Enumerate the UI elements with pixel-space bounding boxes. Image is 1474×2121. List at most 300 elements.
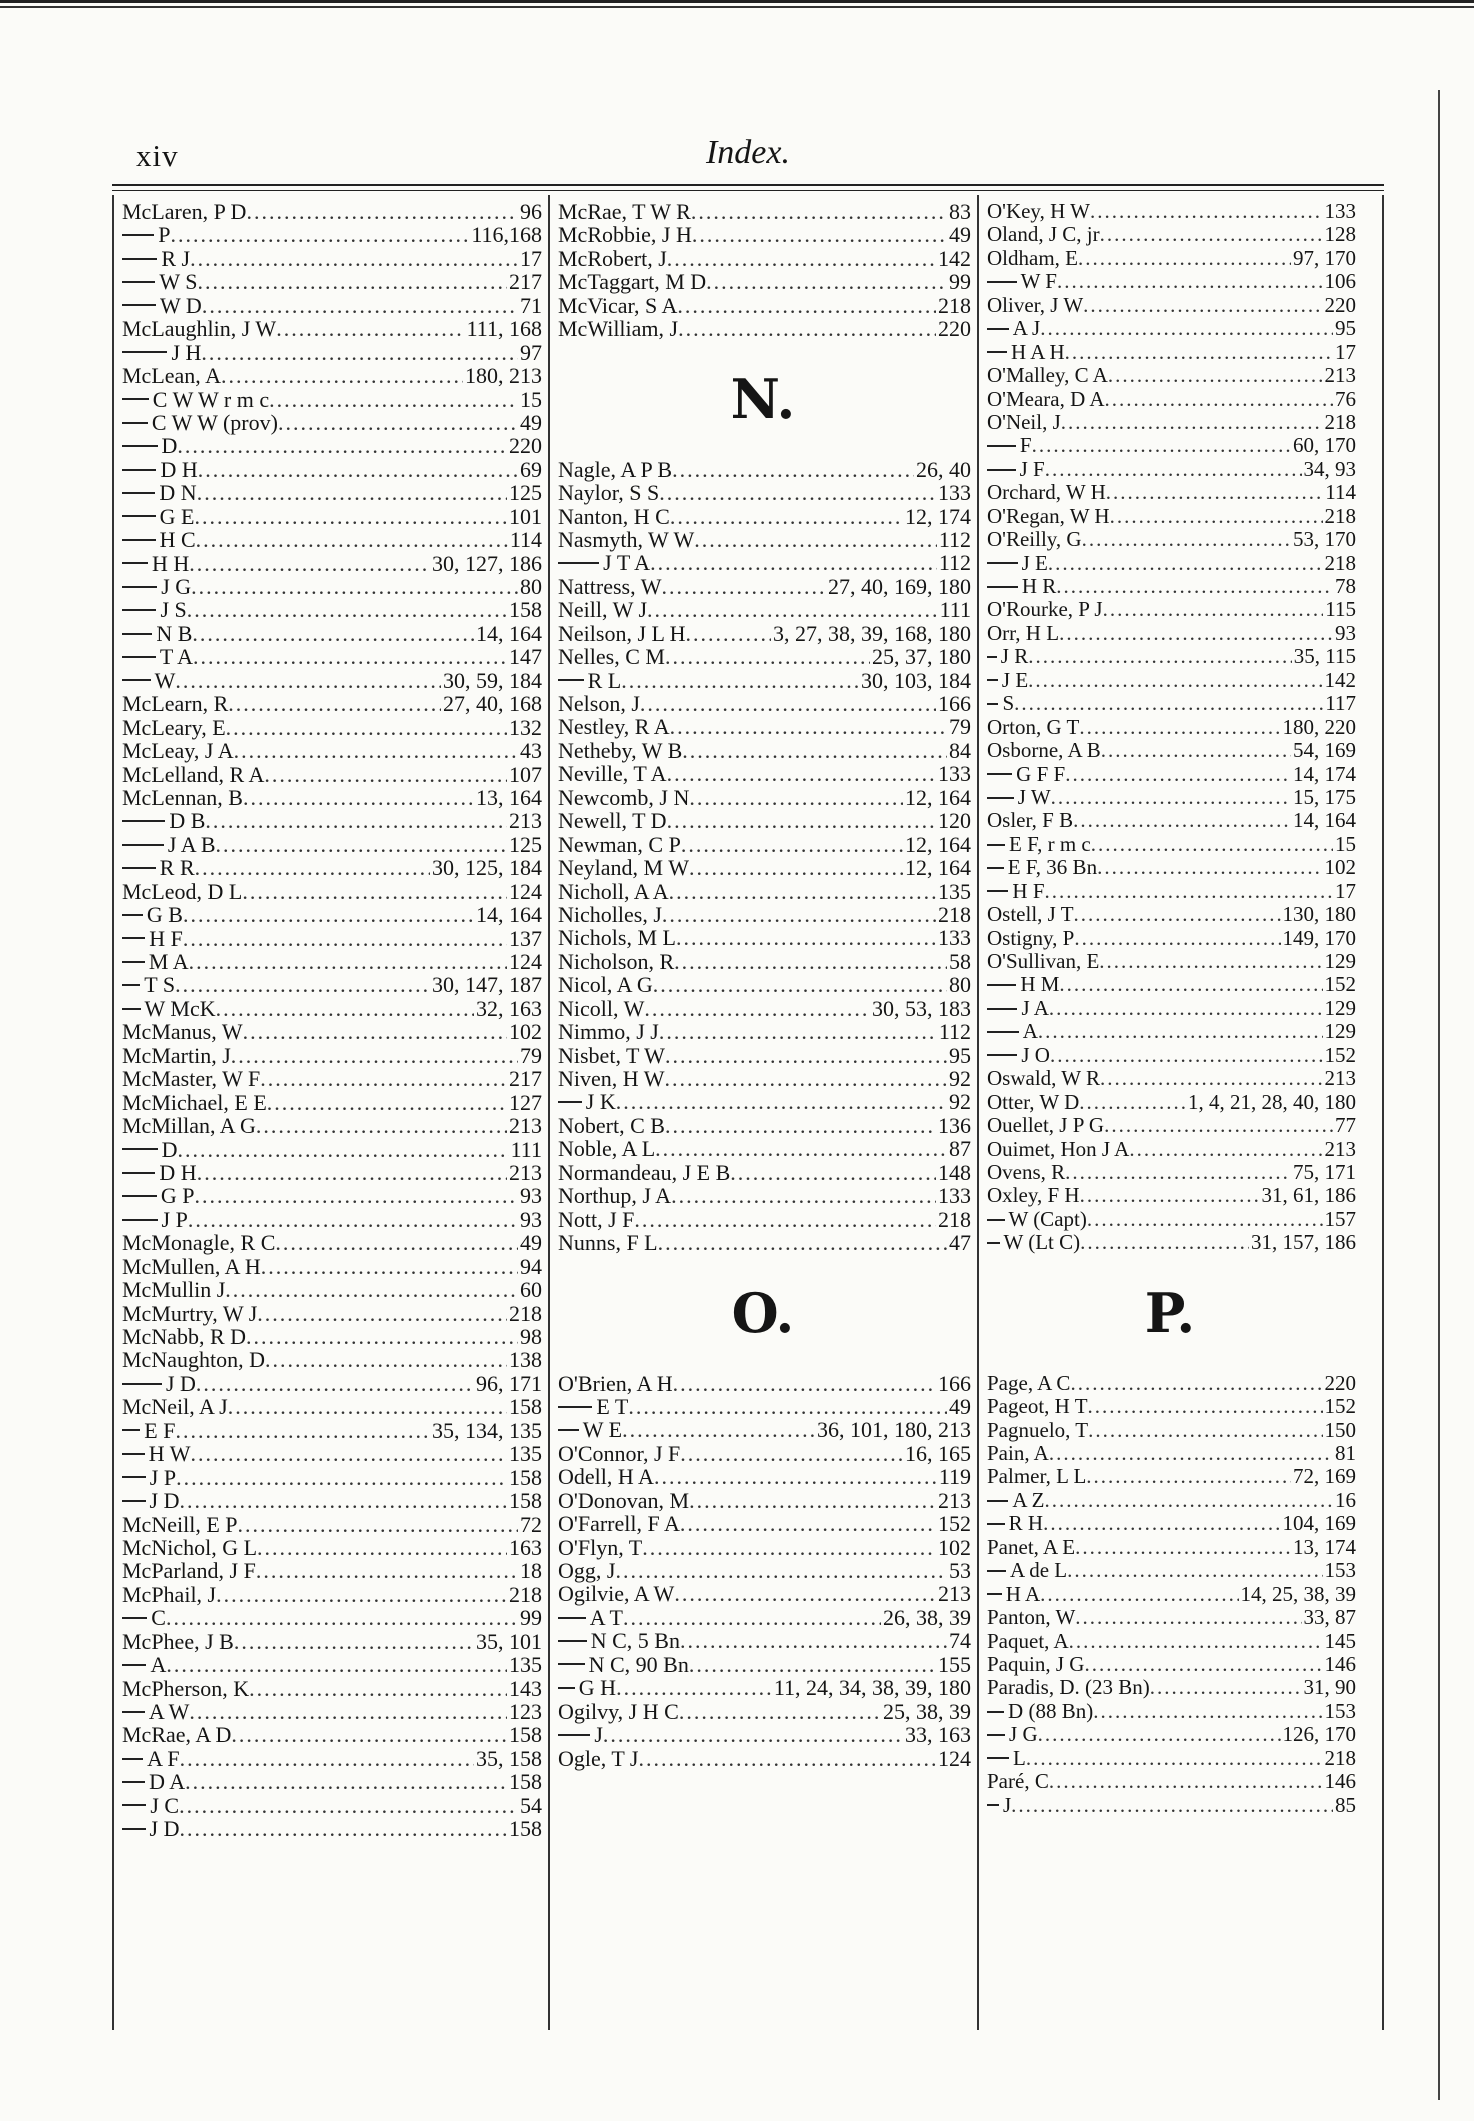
- index-entry: [122, 1231, 542, 1254]
- entry-pages: 26, 40: [916, 456, 971, 482]
- entry-pages: 218: [1324, 503, 1356, 528]
- leader-dots: [1088, 1419, 1322, 1442]
- ditto-dash: [987, 679, 998, 681]
- entry-pages: 12, 164: [905, 855, 971, 881]
- ditto-dash: [122, 351, 167, 353]
- entry-name: J R: [1000, 644, 1029, 669]
- leader-dots: [1079, 1091, 1186, 1114]
- leader-dots: [1100, 1067, 1323, 1090]
- index-entry: [122, 1583, 542, 1606]
- index-entry: [122, 1723, 542, 1746]
- ditto-dash: [987, 773, 1012, 775]
- leader-dots: [197, 481, 507, 504]
- page-title: Index.: [705, 134, 790, 171]
- entry-name: O'Meara, D A: [987, 386, 1105, 411]
- entry-name: E T: [596, 1393, 629, 1419]
- entry-name: J G: [161, 574, 192, 599]
- index-entry: [984, 458, 1356, 481]
- entry-name: McNichol, G L: [122, 1534, 258, 1560]
- entry-name: D (88 Bn): [1008, 1698, 1094, 1723]
- entry-name: O'Regan, W H: [987, 503, 1110, 528]
- entry-name: E F, 36 Bn: [1007, 855, 1098, 880]
- ditto-dash: [122, 984, 140, 986]
- index-entry: [555, 528, 971, 551]
- entry-pages: 126, 170: [1282, 1722, 1356, 1747]
- index-entry: [122, 1442, 542, 1465]
- entry-name: J S: [160, 597, 187, 623]
- entry-pages: 220: [1324, 1370, 1356, 1395]
- index-entry: [122, 411, 542, 434]
- entry-pages: 30, 103, 184: [861, 667, 971, 693]
- index-entry: [984, 692, 1356, 715]
- leader-dots: [1104, 1114, 1333, 1137]
- leader-dots: [1065, 763, 1291, 786]
- index-entry: [984, 364, 1356, 387]
- entry-name: H A H: [1010, 339, 1065, 364]
- index-entry: [555, 1020, 971, 1043]
- index-entry: [122, 317, 542, 340]
- entry-name: McMaster, W F: [122, 1066, 261, 1092]
- entry-name: G P: [160, 1183, 195, 1209]
- entry-pages: 213: [1324, 1066, 1356, 1091]
- leader-dots: [183, 927, 507, 950]
- ditto-dash: [122, 234, 154, 236]
- entry-pages: 18: [520, 1558, 542, 1584]
- entry-pages: 152: [1324, 1042, 1356, 1067]
- ditto-dash: [122, 1804, 146, 1806]
- entry-pages: 129: [1324, 1019, 1356, 1044]
- ditto-dash: [122, 398, 149, 400]
- entry-pages: 148: [938, 1159, 971, 1185]
- entry-name: O'Key, H W: [987, 199, 1090, 223]
- leader-dots: [1014, 692, 1323, 715]
- index-entry: [555, 809, 971, 832]
- entry-name: O'Brien, A H: [558, 1370, 673, 1396]
- leader-dots: [234, 739, 518, 762]
- index-entry: [555, 200, 971, 223]
- index-entry: [122, 997, 542, 1020]
- leader-dots: [226, 716, 507, 739]
- entry-name: A de L: [1009, 1558, 1068, 1583]
- leader-dots: [1086, 1465, 1291, 1488]
- entry-pages: 16: [1335, 1487, 1356, 1512]
- leader-dots: [622, 1418, 815, 1441]
- leader-dots: [1028, 645, 1292, 668]
- entry-pages: 135: [509, 1441, 542, 1467]
- index-entry: [122, 598, 542, 621]
- leader-dots: [216, 833, 507, 856]
- ditto-dash: [987, 281, 1017, 283]
- entry-name: McMonagle, R C: [122, 1230, 276, 1256]
- leader-dots: [616, 1090, 947, 1113]
- entry-name: McNaughton, D: [122, 1347, 265, 1373]
- ditto-dash: [558, 1663, 585, 1665]
- entry-name: W (Lt C): [1003, 1230, 1081, 1255]
- entry-name: A Z: [1012, 1487, 1045, 1512]
- page-header: [112, 128, 1384, 184]
- entry-name: Noble, A L: [558, 1136, 656, 1162]
- leader-dots: [276, 317, 464, 340]
- leader-dots: [260, 1067, 507, 1090]
- leader-dots: [278, 411, 518, 434]
- leader-dots: [234, 1630, 474, 1653]
- entry-pages: 17: [1335, 339, 1356, 364]
- index-entry: [122, 1114, 542, 1137]
- ditto-dash: [558, 1429, 579, 1431]
- ditto-dash: [122, 1383, 162, 1385]
- index-entry: [122, 1067, 542, 1090]
- leader-dots: [197, 270, 507, 293]
- entry-pages: 33, 163: [904, 1722, 971, 1748]
- ditto-dash: [122, 562, 148, 564]
- entry-name: Nichols, M L: [558, 925, 676, 951]
- entry-name: G E: [159, 503, 195, 529]
- entry-name: T A: [159, 644, 194, 670]
- leader-dots: [269, 388, 518, 411]
- index-entry: [555, 762, 971, 785]
- index-entry: [555, 669, 971, 692]
- entry-pages: 158: [509, 597, 542, 623]
- leader-dots: [257, 1536, 507, 1559]
- entry-name: McParland, J F: [122, 1558, 256, 1584]
- entry-pages: 30, 127, 186: [432, 550, 542, 576]
- leader-dots: [1049, 1770, 1323, 1793]
- entry-name: P: [158, 222, 171, 248]
- index-entry: [122, 716, 542, 739]
- index-entry: [984, 1442, 1356, 1465]
- index-entry: [555, 481, 971, 504]
- leader-dots: [228, 1395, 507, 1418]
- entry-pages: 180, 213: [465, 363, 542, 389]
- leader-dots: [178, 1138, 509, 1161]
- index-entry: [122, 1677, 542, 1700]
- index-entry: [555, 1184, 971, 1207]
- entry-name: J E: [1001, 667, 1029, 692]
- entry-pages: 25, 37, 180: [872, 644, 971, 670]
- index-entry: [984, 1559, 1356, 1582]
- entry-name: Nobert, C B: [558, 1112, 665, 1138]
- index-entry: [984, 575, 1356, 598]
- entry-name: McNeil, A J: [122, 1394, 228, 1420]
- index-entry: [122, 1559, 542, 1582]
- leader-dots: [177, 434, 507, 457]
- entry-name: Oliver, J W: [987, 292, 1084, 317]
- entry-pages: 84: [949, 737, 971, 763]
- entry-name: Palmer, L L: [987, 1464, 1087, 1489]
- index-entry: [122, 973, 542, 996]
- entry-pages: 43: [520, 738, 542, 764]
- entry-pages: 135: [509, 1652, 542, 1678]
- index-entry: [122, 833, 542, 856]
- index-entry: [122, 505, 542, 528]
- entry-name: Panton, W: [987, 1605, 1076, 1630]
- leader-dots: [1075, 1606, 1301, 1629]
- index-entry: [122, 1770, 542, 1793]
- entry-pages: 142: [938, 245, 971, 271]
- entry-name: McMichael, E E: [122, 1089, 267, 1115]
- entry-pages: 49: [520, 1230, 542, 1256]
- index-entry: [122, 692, 542, 715]
- entry-name: Orchard, W H: [987, 480, 1106, 505]
- entry-name: O'Neil, J: [987, 409, 1061, 434]
- leader-dots: [243, 1020, 507, 1043]
- ditto-dash: [558, 679, 584, 681]
- entry-pages: 53, 170: [1293, 527, 1356, 552]
- index-entry: [555, 786, 971, 809]
- entry-pages: 112: [938, 550, 971, 576]
- entry-name: Ogle, T J: [558, 1745, 639, 1771]
- leader-dots: [694, 528, 937, 551]
- index-entry: [984, 505, 1356, 528]
- leader-dots: [1106, 481, 1323, 504]
- leader-dots: [615, 1559, 947, 1582]
- entry-name: J F: [1019, 456, 1045, 481]
- index-entry: [555, 1114, 971, 1137]
- entry-name: Nunns, F L: [558, 1230, 658, 1256]
- section-letter: N.: [730, 366, 796, 431]
- index-entry: [984, 317, 1356, 340]
- entry-name: Newman, C P: [558, 831, 681, 857]
- leader-dots: [680, 1442, 903, 1465]
- entry-name: Ovens, R: [987, 1159, 1066, 1184]
- leader-dots: [653, 973, 947, 996]
- entry-pages: 124: [509, 949, 542, 974]
- leader-dots: [665, 1044, 947, 1067]
- ditto-dash: [122, 1500, 146, 1502]
- leader-dots: [1084, 1653, 1322, 1676]
- entry-name: McRobert, J: [558, 245, 667, 271]
- entry-pages: 15, 175: [1293, 784, 1356, 809]
- entry-name: McPhee, J B: [122, 1628, 234, 1654]
- entry-name: H M: [1020, 972, 1060, 997]
- ditto-dash: [122, 469, 156, 471]
- leader-dots: [189, 552, 430, 575]
- entry-name: H A: [1005, 1581, 1041, 1606]
- entry-name: C: [151, 1605, 166, 1631]
- index-entry: [984, 528, 1356, 551]
- entry-pages: 102: [1324, 855, 1356, 880]
- index-entry: [984, 200, 1356, 223]
- leader-dots: [689, 1653, 936, 1676]
- index-entry: [984, 598, 1356, 621]
- entry-pages: 117: [1325, 691, 1356, 716]
- index-entry: [555, 1747, 971, 1770]
- ditto-dash: [987, 351, 1007, 353]
- leader-dots: [249, 1677, 507, 1700]
- entry-pages: 96, 171: [476, 1370, 542, 1396]
- leader-dots: [1083, 294, 1322, 317]
- index-entry: [555, 833, 971, 856]
- entry-name: G B: [146, 902, 183, 928]
- leader-dots: [190, 1442, 507, 1465]
- index-entry: [555, 1489, 971, 1512]
- entry-pages: 13, 164: [476, 784, 542, 810]
- entry-pages: 112: [938, 526, 971, 552]
- entry-name: J D: [149, 1816, 180, 1842]
- index-entry: [555, 1582, 971, 1605]
- ditto-dash: [987, 328, 1009, 330]
- index-entry: [555, 1067, 971, 1090]
- ditto-dash: [558, 562, 599, 564]
- entry-name: N C, 5 Bn: [590, 1628, 680, 1654]
- entry-pages: 30, 59, 184: [443, 667, 542, 693]
- index-entry: [555, 1653, 971, 1676]
- leader-dots: [706, 270, 947, 293]
- index-entry: [555, 551, 971, 574]
- index-entry: [555, 950, 971, 973]
- leader-dots: [621, 669, 859, 692]
- entry-pages: 116,168: [471, 222, 542, 248]
- entry-name: Page, A C: [987, 1370, 1071, 1395]
- entry-pages: 218: [1324, 550, 1356, 575]
- leader-dots: [644, 997, 870, 1020]
- entry-pages: 112: [938, 1019, 971, 1045]
- entry-name: J A B: [167, 831, 216, 857]
- entry-pages: 80: [520, 574, 542, 599]
- page-edge: [1438, 90, 1440, 2100]
- leader-dots: [1045, 458, 1302, 481]
- leader-dots: [1045, 880, 1333, 903]
- entry-pages: 16, 165: [905, 1440, 971, 1466]
- entry-name: Oxley, F H: [987, 1183, 1080, 1208]
- leader-dots: [1082, 528, 1291, 551]
- entry-name: Nelson, J: [558, 691, 640, 716]
- entry-name: Nimmo, J J: [558, 1019, 659, 1045]
- ditto-dash: [987, 1500, 1008, 1502]
- entry-name: A T: [589, 1604, 623, 1630]
- entry-pages: 54: [520, 1792, 542, 1818]
- index-entry: [555, 739, 971, 762]
- leader-dots: [193, 645, 507, 668]
- index-entry: [984, 247, 1356, 270]
- index-entry: [122, 1817, 542, 1840]
- leader-dots: [188, 1208, 518, 1231]
- index-entry: [984, 1465, 1356, 1488]
- entry-name: Otter, W D: [987, 1089, 1080, 1114]
- leader-dots: [256, 1114, 507, 1137]
- entry-pages: 111, 168: [466, 316, 542, 342]
- entry-name: R R: [159, 855, 195, 881]
- ditto-dash: [122, 281, 155, 283]
- header-rule-thin: [112, 190, 1384, 191]
- leader-dots: [196, 528, 508, 551]
- leader-dots: [1045, 1489, 1333, 1512]
- entry-name: McLelland, R A: [122, 761, 265, 787]
- entry-name: Nattress, W: [558, 573, 662, 599]
- entry-pages: 145: [1324, 1628, 1356, 1653]
- leader-dots: [1099, 950, 1322, 973]
- leader-dots: [1105, 388, 1334, 411]
- leader-dots: [1059, 973, 1322, 996]
- leader-dots: [661, 575, 826, 598]
- entry-name: Normandeau, J E B: [558, 1159, 731, 1185]
- leader-dots: [185, 1770, 507, 1793]
- entry-name: D B: [169, 808, 206, 834]
- leader-dots: [670, 505, 903, 528]
- index-entry: [122, 1372, 542, 1395]
- leader-dots: [179, 1817, 507, 1840]
- leader-dots: [189, 950, 507, 973]
- leader-dots: [674, 950, 947, 973]
- index-entry: [555, 997, 971, 1020]
- entry-pages: 213: [509, 808, 542, 834]
- ditto-dash: [122, 1664, 146, 1666]
- entry-pages: 15: [520, 386, 542, 412]
- entry-pages: 158: [509, 1464, 542, 1490]
- entry-pages: 133: [938, 480, 971, 506]
- leader-dots: [665, 1114, 936, 1137]
- index-entry: [122, 786, 542, 809]
- entry-name: D H: [160, 456, 198, 482]
- index-entry: [984, 1395, 1356, 1418]
- entry-name: E F, r m c: [1009, 831, 1091, 856]
- entry-pages: 35, 158: [476, 1745, 542, 1771]
- entry-pages: 33, 87: [1303, 1605, 1356, 1630]
- entry-pages: 218: [509, 1581, 542, 1607]
- entry-pages: 14, 164: [476, 620, 542, 646]
- index-entry: [984, 1700, 1356, 1723]
- ditto-dash: [122, 633, 152, 635]
- entry-pages: 106: [1324, 269, 1356, 294]
- leader-dots: [261, 1255, 518, 1278]
- leader-dots: [246, 1325, 518, 1348]
- entry-name: Pageot, H T: [987, 1394, 1088, 1419]
- index-entry: [122, 1747, 542, 1770]
- entry-pages: 93: [520, 1183, 542, 1209]
- entry-pages: 80: [949, 972, 971, 998]
- entry-name: McNeill, E P: [122, 1511, 238, 1537]
- index-entry: [555, 1723, 971, 1746]
- entry-name: Osborne, A B: [987, 738, 1101, 763]
- leader-dots: [682, 739, 947, 762]
- index-entry: [984, 622, 1356, 645]
- leader-dots: [196, 1372, 474, 1395]
- entry-pages: 93: [520, 1206, 542, 1232]
- entry-pages: 97: [520, 339, 542, 365]
- ditto-dash: [122, 1172, 155, 1174]
- entry-pages: 49: [949, 1393, 971, 1419]
- ditto-dash: [987, 890, 1008, 892]
- index-entry: [984, 1676, 1356, 1699]
- leader-dots: [1075, 1536, 1291, 1559]
- index-entry: [122, 1161, 542, 1184]
- entry-pages: 125: [509, 480, 542, 506]
- entry-name: Nicholl, A A: [558, 878, 669, 904]
- index-entry: [984, 223, 1356, 246]
- index-entry: [555, 575, 971, 598]
- entry-pages: 166: [938, 691, 971, 716]
- index-entry: [555, 458, 971, 481]
- entry-pages: 83: [949, 199, 971, 224]
- leader-dots: [692, 223, 947, 246]
- leader-dots: [689, 1489, 936, 1512]
- leader-dots: [189, 1700, 507, 1723]
- index-entry: [122, 1489, 542, 1512]
- entry-pages: 153: [1324, 1558, 1356, 1583]
- leader-dots: [1040, 317, 1333, 340]
- ditto-dash: [122, 1758, 143, 1760]
- entry-name: O'Farrell, F A: [558, 1511, 680, 1537]
- index-entry: [984, 997, 1356, 1020]
- index-entry: [984, 880, 1356, 903]
- entry-pages: 107: [509, 761, 542, 787]
- leader-dots: [179, 1489, 507, 1512]
- index-entry: [555, 505, 971, 528]
- entry-name: Ouellet, J P G: [987, 1113, 1105, 1138]
- index-entry: [984, 1044, 1356, 1067]
- index-entry: [122, 1255, 542, 1278]
- entry-name: A W: [148, 1699, 190, 1724]
